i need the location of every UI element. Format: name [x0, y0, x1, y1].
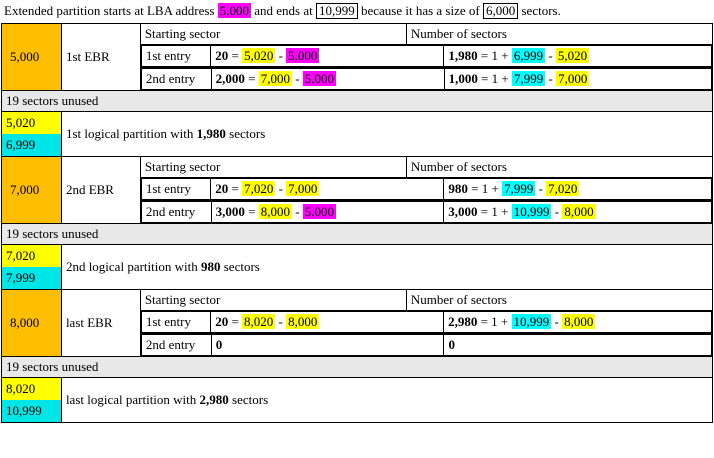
- formula-op: -: [275, 48, 287, 63]
- unused-sectors-3: 19 sectors unused: [2, 357, 713, 378]
- logical-partition-1: [61, 112, 712, 157]
- count-formula-1-2: [444, 69, 711, 90]
- table-row: [2, 112, 713, 157]
- entry-label-second-1: 2nd entry: [141, 69, 211, 90]
- formula-op: -: [545, 71, 557, 86]
- caption-value-end: 10,999: [316, 3, 358, 19]
- table-row: [2, 245, 713, 290]
- unused-sectors-1: 19 sectors unused: [2, 91, 713, 112]
- formula-eq: =: [228, 314, 243, 329]
- formula-lead: 20: [215, 181, 229, 196]
- column-header-number-sectors-1: Number of sectors: [406, 24, 712, 45]
- start-formula-2-2: [211, 202, 444, 223]
- formula-lead: 0: [215, 337, 223, 352]
- logical-text-pre: 1st logical partition with: [65, 126, 197, 141]
- range-start: 5,020: [2, 112, 61, 134]
- logical-text-post: sectors: [228, 392, 269, 407]
- formula-op: -: [545, 48, 556, 63]
- logical-size: 1,980: [196, 126, 226, 141]
- formula-lead: 980: [448, 181, 468, 196]
- caption-value-size: 6,000: [483, 3, 518, 19]
- caption-text-1: Extended partition starts at LBA address: [4, 3, 218, 18]
- entry-row-3-2: [140, 334, 712, 357]
- logical-text-pre: 2nd logical partition with: [65, 259, 201, 274]
- table-row: [2, 378, 713, 423]
- count-formula-1-1: [444, 46, 712, 67]
- formula-operand-b: 7,000: [558, 71, 588, 86]
- formula-lead: 2,980: [448, 314, 478, 329]
- count-formula-3-1: [444, 312, 712, 333]
- formula-lead: 2,000: [215, 71, 245, 86]
- range-start: 7,020: [2, 245, 61, 267]
- formula-eq: = 1 +: [477, 48, 512, 63]
- start-formula-3-2: [211, 335, 444, 356]
- table-row: [2, 24, 713, 45]
- entry-row-1-2: [140, 68, 712, 91]
- formula-eq: = 1 +: [477, 314, 512, 329]
- logical-size: 980: [200, 259, 221, 274]
- table-row: [2, 91, 713, 112]
- logical-partition-2: [61, 245, 712, 290]
- formula-op: -: [535, 181, 547, 196]
- formula-operand-a: 8,020: [244, 314, 274, 329]
- formula-lead: 3,000: [215, 204, 245, 219]
- partition-diagram: [1, 23, 713, 423]
- formula-operand-b: 8,000: [288, 314, 318, 329]
- caption: [0, 0, 714, 23]
- logical-partition-3: [61, 378, 712, 423]
- address-range-logical-1: [2, 112, 62, 157]
- formula-eq: =: [228, 181, 243, 196]
- formula-operand-a: 7,020: [244, 181, 274, 196]
- count-formula-2-2: [444, 202, 712, 223]
- formula-operand-b: 7,020: [548, 181, 578, 196]
- entry-label-first-1: 1st entry: [141, 46, 210, 67]
- formula-operand-b: 5,000: [304, 204, 335, 219]
- range-end: 6,999: [2, 134, 61, 156]
- formula-op: -: [551, 314, 563, 329]
- caption-value-start: 5,000: [219, 3, 249, 18]
- table-row: [2, 224, 713, 245]
- range-end: 7,999: [2, 267, 61, 289]
- formula-op: -: [291, 204, 303, 219]
- table-row: [2, 357, 713, 378]
- formula-operand-a: 7,000: [260, 71, 290, 86]
- formula-eq: =: [244, 204, 259, 219]
- formula-lead: 3,000: [448, 204, 478, 219]
- formula-eq: = 1 +: [477, 71, 513, 86]
- formula-lead: 20: [215, 314, 229, 329]
- column-header-starting-sector-3: Starting sector: [140, 290, 406, 311]
- logical-text-post: sectors: [220, 259, 260, 274]
- formula-operand-b: 5,000: [288, 48, 318, 63]
- formula-op: -: [551, 204, 563, 219]
- formula-lead: 20: [215, 48, 229, 63]
- table-row: [2, 290, 713, 311]
- entry-row-2-1: [140, 178, 712, 201]
- ebr-label-2: 2nd EBR: [61, 157, 140, 224]
- address-range-logical-3: [2, 378, 62, 423]
- address-label-ebr2: [2, 157, 62, 224]
- column-header-number-sectors-2: Number of sectors: [406, 157, 712, 178]
- formula-lead: 0: [448, 337, 455, 352]
- start-formula-3-1: [211, 312, 444, 333]
- entry-label-first-3: 1st entry: [141, 312, 210, 333]
- entry-label-second-3: 2nd entry: [141, 335, 211, 356]
- formula-operand-a: 6,999: [513, 48, 544, 63]
- formula-op: -: [291, 71, 303, 86]
- column-header-number-sectors-3: Number of sectors: [406, 290, 712, 311]
- count-formula-2-1: [444, 179, 712, 200]
- formula-operand-a: 8,000: [260, 204, 290, 219]
- entry-row-2-2: [140, 201, 712, 224]
- logical-size: 2,980: [199, 392, 229, 407]
- logical-text-post: sectors: [225, 126, 266, 141]
- caption-text-2: and ends at: [250, 3, 316, 18]
- range-start: 8,020: [2, 378, 61, 400]
- formula-eq: = 1 +: [467, 181, 503, 196]
- entry-row-3-1: [140, 311, 712, 334]
- unused-sectors-2: 19 sectors unused: [2, 224, 713, 245]
- formula-operand-a: 7,999: [504, 181, 534, 196]
- formula-operand-b: 8,000: [564, 204, 594, 219]
- range-end: 10,999: [2, 400, 61, 422]
- address-label-ebr3: [2, 290, 62, 357]
- formula-operand-a: 7,999: [514, 71, 544, 86]
- formula-operand-a: 5,020: [244, 48, 274, 63]
- logical-text-pre: last logical partition with: [65, 392, 200, 407]
- address-value: 8,000: [10, 315, 40, 330]
- formula-operand-a: 10,999: [513, 204, 550, 219]
- column-header-starting-sector-1: Starting sector: [140, 24, 406, 45]
- formula-operand-b: 8,000: [564, 314, 594, 329]
- formula-operand-b: 5,020: [557, 48, 588, 63]
- formula-operand-a: 10,999: [513, 314, 550, 329]
- formula-op: -: [275, 314, 287, 329]
- ebr-label-3: last EBR: [61, 290, 140, 357]
- start-formula-1-1: [211, 46, 444, 67]
- address-range-logical-2: [2, 245, 62, 290]
- entry-label-second-2: 2nd entry: [141, 202, 211, 223]
- formula-operand-b: 7,000: [288, 181, 318, 196]
- count-formula-3-2: [444, 335, 712, 356]
- formula-lead: 1,000: [448, 71, 478, 86]
- entry-row-1-1: [140, 45, 712, 68]
- formula-eq: =: [228, 48, 243, 63]
- caption-text-4: sectors.: [518, 3, 561, 18]
- start-formula-1-2: [211, 69, 444, 90]
- formula-lead: 1,980: [448, 48, 478, 63]
- start-formula-2-1: [211, 179, 444, 200]
- address-value: 5,000: [10, 49, 40, 64]
- address-value: 7,000: [10, 182, 40, 197]
- address-label-ebr1: [2, 24, 62, 91]
- table-row: [2, 157, 713, 178]
- ebr-label-1: 1st EBR: [61, 24, 140, 91]
- caption-text-3: because it has a size of: [357, 3, 483, 18]
- formula-eq: = 1 +: [477, 204, 512, 219]
- formula-operand-b: 5,000: [304, 71, 335, 86]
- formula-eq: =: [244, 71, 259, 86]
- formula-op: -: [275, 181, 287, 196]
- column-header-starting-sector-2: Starting sector: [140, 157, 406, 178]
- entry-label-first-2: 1st entry: [141, 179, 210, 200]
